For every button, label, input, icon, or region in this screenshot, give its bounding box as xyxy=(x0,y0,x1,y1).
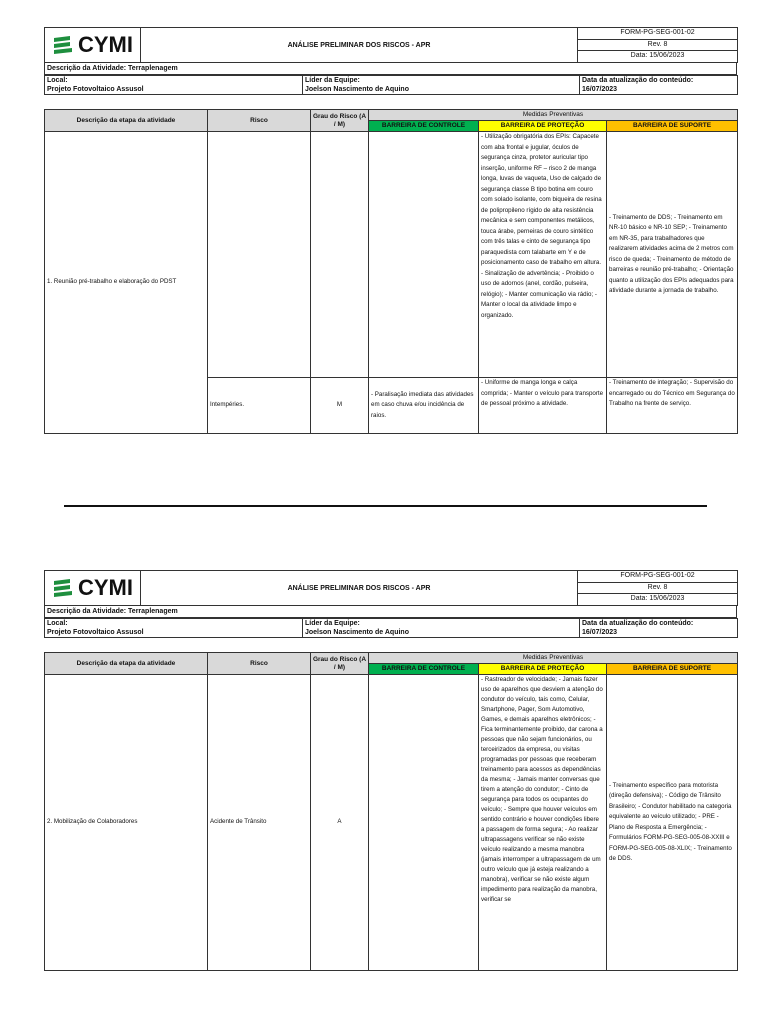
table-row xyxy=(45,675,738,971)
protection-cell: - Utilização obrigatória dos EPIs: Capacete com aba frontal e jugular, óculos de segurança cinza, protetor auricular tipo inserção, uniforme RF – risco 2 de manga longa, luvas de vaqueta, Uso de calçado de segurança classe B tipo botina em couro com solado isolante, com biqueira de resina de polipropileno rígido de alta resistência mecânica e sem componentes metálicos, touca árabe, perneiras de couro sintético com três talas e cinto de segurança tipo paraquedista com talabarte em Y e de posicionamento caso de trabalho em altura. - Sinalização de advertência; - Proibido o uso de adornos (anel, cordão, pulseira, relógio); - Manter comunicação via rádio; - Manter o local da atividade limpo e organizado. xyxy=(479,132,607,378)
update-label: Data da atualização do conteúdo: xyxy=(582,77,694,84)
cymi-logo-icon xyxy=(52,35,74,55)
control-barrier-header: BARREIRA DE CONTROLE xyxy=(369,121,479,132)
local-label: Local: xyxy=(47,620,68,627)
degree-cell: M xyxy=(311,378,369,434)
degree-cell: A xyxy=(311,675,369,971)
support-barrier-header: BARREIRA DE SUPORTE xyxy=(607,121,738,132)
col-risk-header: Risco xyxy=(208,653,311,675)
col-step-header: Descrição da etapa da atividade xyxy=(45,653,208,675)
table-row xyxy=(45,132,738,378)
control-barrier-header: BARREIRA DE CONTROLE xyxy=(369,664,479,675)
cymi-logo-icon xyxy=(52,578,74,598)
form-date: Data: 15/06/2023 xyxy=(578,594,738,606)
step-cell: 2. Mobilização de Colaboradores xyxy=(45,675,208,971)
document-title: ANÁLISE PRELIMINAR DOS RISCOS - APR xyxy=(141,571,578,606)
protection-cell: - Uniforme de manga longa e calça comprida; - Manter o veículo para transporte de pessoal próximo a atividade. xyxy=(479,378,607,434)
support-cell: - Treinamento de integração; - Supervisão do encarregado ou do Técnico em Segurança do Trabalho na frente de serviço. xyxy=(607,378,738,434)
document-title: ANÁLISE PRELIMINAR DOS RISCOS - APR xyxy=(141,28,578,63)
local-value: Projeto Fotovoltaico Assusol xyxy=(47,629,144,636)
form-code: FORM-PG-SEG-001-02 xyxy=(578,571,738,583)
risk-cell: Acidente de Trânsito xyxy=(208,675,311,971)
col-step-header: Descrição da etapa da atividade xyxy=(45,110,208,132)
update-cell xyxy=(580,619,738,638)
activity-description: Descrição da Atividade: Terraplenagem xyxy=(45,606,737,618)
protection-cell: - Rastreador de velocidade; - Jamais fazer uso de aparelhos que desviem a atenção do condutor do veículo, tais como, Celular, Smartphone, Pager, Som Automotivo, Games, e demais aparelhos eletrônicos; - Fica terminantemente proibido, dar carona a pessoas que não sejam funcionários, ou terceirizados da empresa, ou visitas programadas por pessoas que receberam treinamento para acessos as dependências da mesma; - Jamais manter conversas que tirem a atenção do condutor; - Cinto de segurança para todos os ocupantes do veículo; - Sempre que houver veículos em sentido contrário e houver condições libere a passagem de forma segura; - Ao realizar ultrapassagens verificar se não existe veículo realizando a mesma manobra (jamais interromper a ultrapassagem de um outro veículo que já esteja realizando a manobra), verificar se não existe algum impedimento para realização da manobra, verificar se xyxy=(479,675,607,971)
apr-page-1 xyxy=(44,27,737,434)
local-cell xyxy=(45,76,303,95)
update-label: Data da atualização do conteúdo: xyxy=(582,620,694,627)
logo-text: CYMI xyxy=(78,32,133,57)
page-divider xyxy=(64,505,707,507)
update-value: 16/07/2023 xyxy=(582,629,618,636)
control-cell: - Paralisação imediata das atividades em caso chuva e/ou incidência de raios. xyxy=(369,378,479,434)
control-cell xyxy=(369,132,479,378)
apr-header xyxy=(44,27,738,63)
degree-cell xyxy=(311,132,369,378)
protection-barrier-header: BARREIRA DE PROTEÇÃO xyxy=(479,664,607,675)
revision: Rev. 8 xyxy=(578,582,738,594)
leader-cell xyxy=(303,76,580,95)
logo-cell xyxy=(45,571,141,606)
preventive-header: Medidas Preventivas xyxy=(369,653,738,664)
preventive-header: Medidas Preventivas xyxy=(369,110,738,121)
update-value: 16/07/2023 xyxy=(582,86,618,93)
leader-cell xyxy=(303,619,580,638)
revision: Rev. 8 xyxy=(578,39,738,51)
risk-table xyxy=(44,652,738,971)
update-cell xyxy=(580,76,738,95)
protection-barrier-header: BARREIRA DE PROTEÇÃO xyxy=(479,121,607,132)
local-label: Local: xyxy=(47,77,68,84)
step-cell: 1. Reunião pré-trabalho e elaboração do PDST xyxy=(45,132,208,434)
col-degree-header: Grau do Risco (A / M) xyxy=(311,110,369,132)
logo-cell xyxy=(45,28,141,63)
leader-value: Joelson Nascimento de Aquino xyxy=(305,629,409,636)
col-risk-header: Risco xyxy=(208,110,311,132)
col-degree-header: Grau do Risco (A / M) xyxy=(311,653,369,675)
apr-page-2 xyxy=(44,570,737,971)
support-cell: - Treinamento de DDS; - Treinamento em NR-10 básico e NR-10 SEP; - Treinamento em NR-35, para trabalhadores que realizarem atividades acima de 2 metros com risco de queda; - Treinamento de método de barreiras e reunião pré-trabalho; - Orientação quanto a utilização dos EPIs adequados para atividade durante a jornada de trabalho. xyxy=(607,132,738,378)
apr-header xyxy=(44,570,738,606)
leader-label: Líder da Equipe: xyxy=(305,77,360,84)
logo-text: CYMI xyxy=(78,575,133,600)
form-date: Data: 15/06/2023 xyxy=(578,51,738,63)
risk-cell xyxy=(208,132,311,378)
risk-cell: Intempéries. xyxy=(208,378,311,434)
support-cell: - Treinamento específico para motorista (direção defensiva); - Código de Trânsito Brasileiro; - Condutor habilitado na categoria equivalente ao veículo utilizado; - PRE - Plano de Resposta a Emergência; - Formulários FORM-PG-SEG-005-08-XXIII e FORM-PG-SEG-005-08-XLIX; - Treinamento de DDS. xyxy=(607,675,738,971)
leader-label: Líder da Equipe: xyxy=(305,620,360,627)
form-code: FORM-PG-SEG-001-02 xyxy=(578,28,738,40)
leader-value: Joelson Nascimento de Aquino xyxy=(305,86,409,93)
control-cell xyxy=(369,675,479,971)
cymi-logo xyxy=(47,571,138,605)
local-cell xyxy=(45,619,303,638)
cymi-logo xyxy=(47,28,138,62)
local-value: Projeto Fotovoltaico Assusol xyxy=(47,86,144,93)
risk-table xyxy=(44,109,738,434)
activity-description: Descrição da Atividade: Terraplenagem xyxy=(45,63,737,75)
support-barrier-header: BARREIRA DE SUPORTE xyxy=(607,664,738,675)
